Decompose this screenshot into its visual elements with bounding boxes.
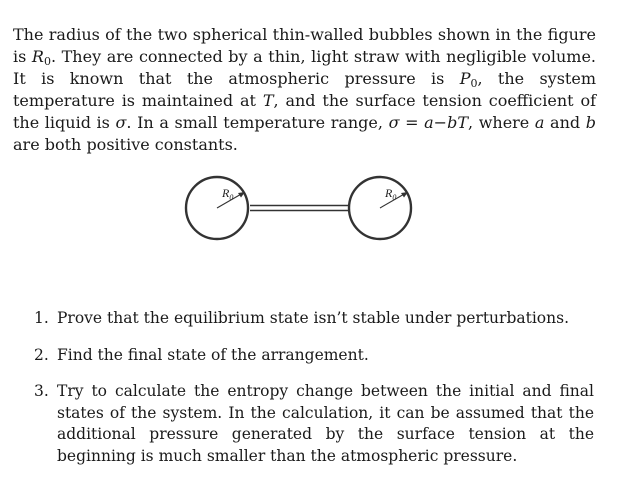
statement-text: . They are connected by a thin, light straw with negligible volume. It is known that the atmospheric pressure is xyxy=(13,47,597,88)
problem-statement xyxy=(13,24,596,156)
question-number: 3. xyxy=(34,382,49,400)
question-item xyxy=(34,308,594,330)
statement-text: and xyxy=(544,113,586,132)
radius-symbol: R xyxy=(31,47,44,66)
statement-text: The radius of the two spherical thin-walled bubbles shown in the figure is xyxy=(13,25,596,66)
sigma-symbol: σ xyxy=(115,113,127,132)
statement-text: are both positive constants. xyxy=(13,135,238,154)
constant-a: a xyxy=(534,113,545,132)
statement-text: , the system temperature is maintained at xyxy=(13,69,596,110)
right-radius-label: $R_0$ xyxy=(385,186,397,202)
temperature-symbol: T xyxy=(262,91,274,110)
question-item xyxy=(34,381,594,467)
question-number: 2. xyxy=(34,345,49,364)
question-item xyxy=(34,345,594,367)
question-text: Find the final state of the arrangement. xyxy=(57,345,369,364)
statement-text: , where xyxy=(468,113,535,132)
tension-formula: σ = a−bT xyxy=(388,113,468,132)
question-list xyxy=(34,308,594,482)
statement-text: , and the surface tension coefficient of the liquid is xyxy=(13,91,596,132)
pressure-symbol: P xyxy=(459,69,471,88)
radius-subscript: 0 xyxy=(43,55,51,68)
pressure-subscript: 0 xyxy=(470,77,478,90)
statement-text: . In a small temperature range, xyxy=(126,113,389,132)
bubbles-figure xyxy=(180,170,420,250)
question-number: 1. xyxy=(34,309,49,327)
question-text: Try to calculate the entropy change between the initial and final states of the system. In the calculation, it can be assumed that the additional pressure generated by the surface tension at the beginning is much smaller than the atmospheric pressure. xyxy=(57,382,594,465)
constant-b: b xyxy=(585,113,596,132)
left-radius-label: $R_0$ xyxy=(222,186,234,202)
question-text: Prove that the equilibrium state isn’t stable under perturbations. xyxy=(57,309,569,327)
